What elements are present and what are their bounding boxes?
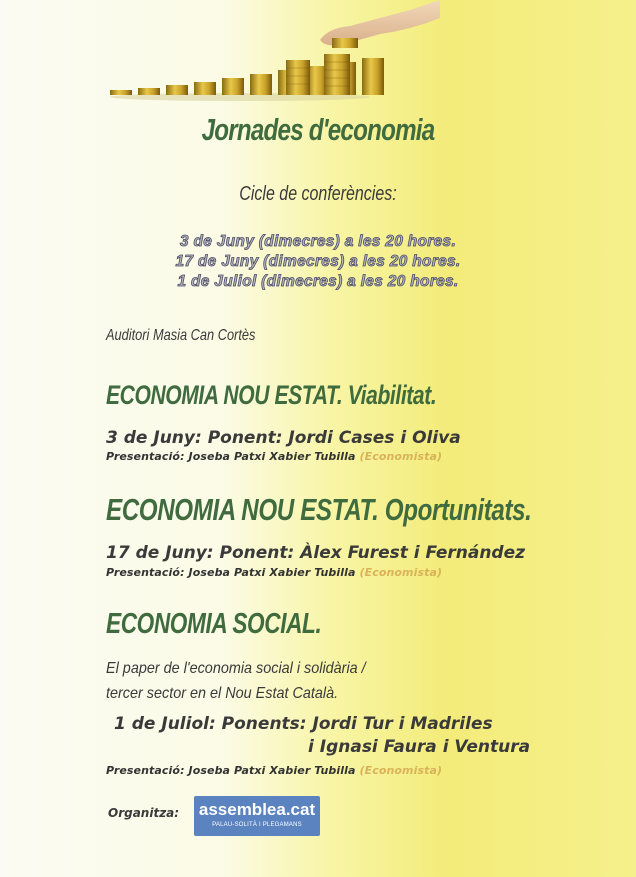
dates-list [0,232,636,292]
session-1-title: ECONOMIA NOU ESTAT. Viabilitat. [106,380,437,410]
session-3-description-line2: tercer sector en el Nou Estat Català. [106,685,339,702]
session-3-presenter [106,764,442,777]
date-item: 3 de Juny (dimecres) a les 20 hores. [179,233,457,250]
logo-name: assemblea.cat [198,800,316,819]
session-3-speaker-2: i Ignasi Faura i Ventura [308,737,531,757]
presenter-name: Presentació: Joseba Patxi Xabier Tubilla [106,450,356,463]
organizer-label: Organitza: [108,806,180,820]
presenter-role: (Economista) [359,764,443,777]
date-item: 1 de Juliol (dimecres) a les 20 hores. [177,273,459,290]
logo-subtitle: PALAU-SOLITÀ I PLEGAMANS [212,822,302,828]
coins-hand-image [110,0,440,105]
presenter-role: (Economista) [359,566,443,579]
cycle-subtitle: Cicle de conferències: [239,183,397,205]
session-3-title: ECONOMIA SOCIAL. [106,608,322,640]
presenter-name: Presentació: Joseba Patxi Xabier Tubilla [106,764,356,777]
presenter-name: Presentació: Joseba Patxi Xabier Tubilla [106,566,356,579]
session-2-title: ECONOMIA NOU ESTAT. Oportunitats. [106,492,532,527]
session-2-presenter [106,566,442,579]
session-3-speaker: 1 de Juliol: Ponents: Jordi Tur i Madriles [114,714,493,734]
presenter-role: (Economista) [359,450,443,463]
session-1-speaker: 3 de Juny: Ponent: Jordi Cases i Oliva [106,428,461,448]
session-2-speaker: 17 de Juny: Ponent: Àlex Furest i Fernández [106,543,526,563]
date-item: 17 de Juny (dimecres) a les 20 hores. [175,253,461,270]
session-3-description-line1: El paper de l'economia social i solidària / [106,660,366,677]
assemblea-logo [194,796,320,836]
venue-text: Auditori Masia Can Cortès [106,327,256,344]
session-1-presenter [106,450,442,463]
page-title: Jornades d'economia [201,112,435,147]
